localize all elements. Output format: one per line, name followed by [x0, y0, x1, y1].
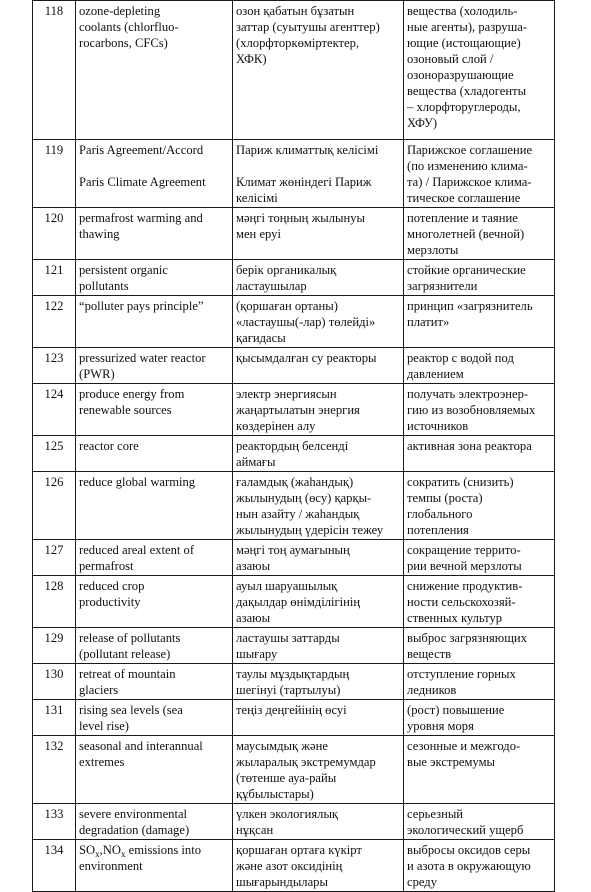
glossary-table — [32, 0, 555, 892]
kazakh-term: ауыл шаруашылық дақылдар өнімділігінің азаюы — [233, 576, 404, 628]
entry-number: 123 — [33, 348, 76, 384]
russian-term: отступление горных ледников — [404, 664, 555, 700]
russian-term: реактор с водой под давлением — [404, 348, 555, 384]
english-term: release of pollutants (pollutant release) — [76, 628, 233, 664]
kazakh-term: теңіз деңгейінің өсуі — [233, 700, 404, 736]
entry-number: 127 — [33, 540, 76, 576]
term-text: ,NO — [99, 843, 121, 857]
english-term — [76, 840, 233, 892]
english-term: pressurized water reactor (PWR) — [76, 348, 233, 384]
russian-term: снижение продуктив- ности сельскохозяй- ственных культур — [404, 576, 555, 628]
table-row — [33, 628, 555, 664]
table-row — [33, 472, 555, 540]
table-row — [33, 384, 555, 436]
table-row — [33, 664, 555, 700]
english-term: rising sea levels (sea level rise) — [76, 700, 233, 736]
entry-number: 128 — [33, 576, 76, 628]
russian-term: стойкие органические загрязнители — [404, 260, 555, 296]
russian-term: (рост) повышение уровня моря — [404, 700, 555, 736]
english-term: reactor core — [76, 436, 233, 472]
russian-term: серьезный экологический ущерб — [404, 804, 555, 840]
kazakh-term: үлкен экологиялық нұқсан — [233, 804, 404, 840]
kazakh-term: маусымдық және жыларалық экстремумдар (төтенше ауа-райы құбылыстары) — [233, 736, 404, 804]
term-text: emissions into environment — [79, 843, 202, 873]
english-term: permafrost warming and thawing — [76, 208, 233, 260]
kazakh-term: ластаушы заттарды шығару — [233, 628, 404, 664]
kazakh-term: озон қабатын бұзатын заттар (суытушы агенттер) (хлорфторкөміртектер, ХФК) — [233, 1, 404, 140]
term-text: SO — [79, 843, 96, 857]
entry-number: 133 — [33, 804, 76, 840]
english-term: reduce global warming — [76, 472, 233, 540]
kazakh-term: ғаламдық (жаһандық) жылынудың (өсу) қарқы- нын азайту / жаһандық жылынудың үдерісін тежеу — [233, 472, 404, 540]
table-row — [33, 1, 555, 140]
subscript: x — [95, 849, 100, 859]
entry-number: 122 — [33, 296, 76, 348]
english-term: reduced areal extent of permafrost — [76, 540, 233, 576]
english-term: reduced crop productivity — [76, 576, 233, 628]
table-row — [33, 576, 555, 628]
entry-number: 121 — [33, 260, 76, 296]
entry-number: 126 — [33, 472, 76, 540]
kazakh-term: қоршаған ортаға күкірт және азот оксидінің шығарындылары — [233, 840, 404, 892]
entry-number: 120 — [33, 208, 76, 260]
kazakh-term: берік органикалық ластаушылар — [233, 260, 404, 296]
russian-term: активная зона реактора — [404, 436, 555, 472]
russian-term: сезонные и межгодо- вые экстремумы — [404, 736, 555, 804]
table-row — [33, 296, 555, 348]
entry-number: 134 — [33, 840, 76, 892]
entry-number: 124 — [33, 384, 76, 436]
table-row — [33, 736, 555, 804]
kazakh-term: қысымдалған су реакторы — [233, 348, 404, 384]
english-term: Paris Agreement/Accord Paris Climate Agreement — [76, 140, 233, 208]
russian-term: принцип «загрязнитель платит» — [404, 296, 555, 348]
table-row — [33, 804, 555, 840]
english-term: retreat of mountain glaciers — [76, 664, 233, 700]
kazakh-term: электр энергиясын жаңартылатын энергия көздерінен алу — [233, 384, 404, 436]
kazakh-term: Париж климаттық келісімі Климат жөніндегі Париж келісімі — [233, 140, 404, 208]
russian-term: выбросы оксидов серы и азота в окружающую среду — [404, 840, 555, 892]
english-term: severe environmental degradation (damage) — [76, 804, 233, 840]
table-row — [33, 260, 555, 296]
glossary-body — [33, 1, 555, 892]
entry-number: 129 — [33, 628, 76, 664]
table-row — [33, 140, 555, 208]
english-term: “polluter pays principle” — [76, 296, 233, 348]
russian-term: вещества (холодиль- ные агенты), разруша- ющие (истощающие) озоновый слой / озоноразрушающие вещества (хладогенты – хлорфторуглероды, ХФУ) — [404, 1, 555, 140]
english-term: produce energy from renewable sources — [76, 384, 233, 436]
kazakh-term: таулы мұздықтардың шегінуі (тартылуы) — [233, 664, 404, 700]
table-row — [33, 348, 555, 384]
entry-number: 132 — [33, 736, 76, 804]
russian-term: выброс загрязняющих веществ — [404, 628, 555, 664]
table-row — [33, 700, 555, 736]
kazakh-term: мәңгі тоң аумағының азаюы — [233, 540, 404, 576]
russian-term: потепление и таяние многолетней (вечной) мерзлоты — [404, 208, 555, 260]
entry-number: 131 — [33, 700, 76, 736]
russian-term: сокращение террито- рии вечной мерзлоты — [404, 540, 555, 576]
table-row — [33, 840, 555, 892]
russian-term: сократить (снизить) темпы (роста) глобального потепления — [404, 472, 555, 540]
entry-number: 125 — [33, 436, 76, 472]
table-row — [33, 208, 555, 260]
russian-term: получать электроэнер- гию из возобновляемых источников — [404, 384, 555, 436]
kazakh-term: реактордың белсенді аймағы — [233, 436, 404, 472]
table-row — [33, 436, 555, 472]
english-term: ozone-depleting coolants (chlorfluo- rocarbons, CFCs) — [76, 1, 233, 140]
subscript: x — [120, 849, 126, 859]
kazakh-term: (қоршаған ортаны) «ластаушы(-лар) төлейді» қағидасы — [233, 296, 404, 348]
kazakh-term: мәңгі тоңның жылынуы мен еруі — [233, 208, 404, 260]
entry-number: 130 — [33, 664, 76, 700]
english-term: seasonal and interannual extremes — [76, 736, 233, 804]
entry-number: 118 — [33, 1, 76, 140]
table-row — [33, 540, 555, 576]
english-term: persistent organic pollutants — [76, 260, 233, 296]
entry-number: 119 — [33, 140, 76, 208]
russian-term: Парижское соглашение (по изменению клима- та) / Парижское клима- тическое соглашение — [404, 140, 555, 208]
